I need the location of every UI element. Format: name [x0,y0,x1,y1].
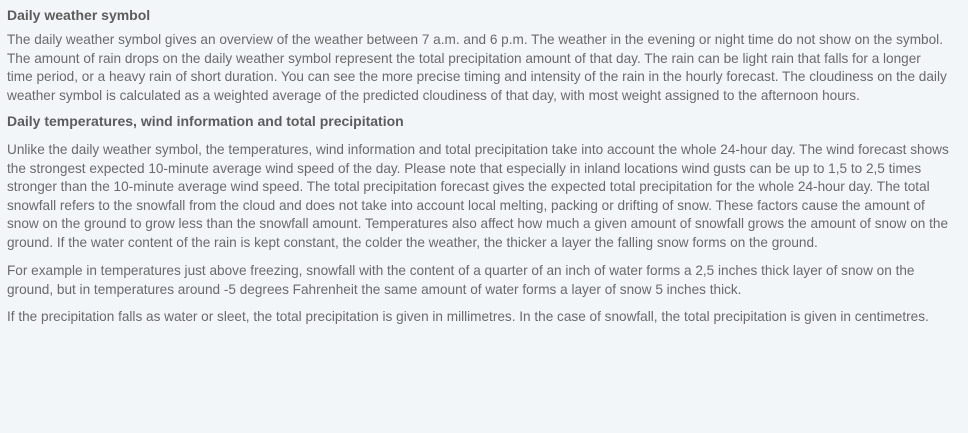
paragraph-daily-weather-symbol: The daily weather symbol gives an overview of the weather between 7 a.m. and 6 p.m. The weather in the evening or night time do not show on the symbol. The amount of rain drops on the daily weather symbol represent the total precipitation amount of that day. The rain can be light rain that falls for a longer time period, or a heavy rain of short duration. You can see the more precise timing and intensity of the rain in the hourly forecast. The cloudiness on the daily weather symbol is calculated as a weighted average of the predicted cloudiness of that day, with most weight assigned to the afternoon hours. [7,32,947,103]
paragraph-temperatures-wind: Unlike the daily weather symbol, the temperatures, wind information and total precipitation take into account the whole 24-hour day. The wind forecast shows the strongest expected 10-minute average wind speed of the day. Please note that especially in inland locations wind gusts can be up to 1,5 to 2,5 times stronger than the 10-minute average wind speed. The total precipitation forecast gives the expected total precipitation for the whole 24-hour day. The total snowfall refers to the snowfall from the cloud and does not take into account local melting, packing or drifting of snow. These factors cause the amount of snow on the ground to grow less than the snowfall amount. Temperatures also affect how much a given amount of snowfall grows the amount of snow on the ground. If the water content of the rain is kept constant, the colder the weather, the thicker a layer the falling snow forms on the ground. [7,142,949,250]
paragraph-snowfall-example: For example in temperatures just above freezing, snowfall with the content of a quarter of an inch of water forms a 2,5 inches thick layer of snow on the ground, but in temperatures around -5 degrees Fahrenheit the same amount of water forms a layer of snow 5 inches thick. [7,263,915,297]
section-heading-daily-weather-symbol: Daily weather symbol [7,7,151,23]
section-heading-daily-temperatures: Daily temperatures, wind information and total precipitation [7,113,404,129]
paragraph-precipitation-units: If the precipitation falls as water or sleet, the total precipitation is given in millimetres. In the case of snowfall, the total precipitation is given in centimetres. [7,309,929,324]
